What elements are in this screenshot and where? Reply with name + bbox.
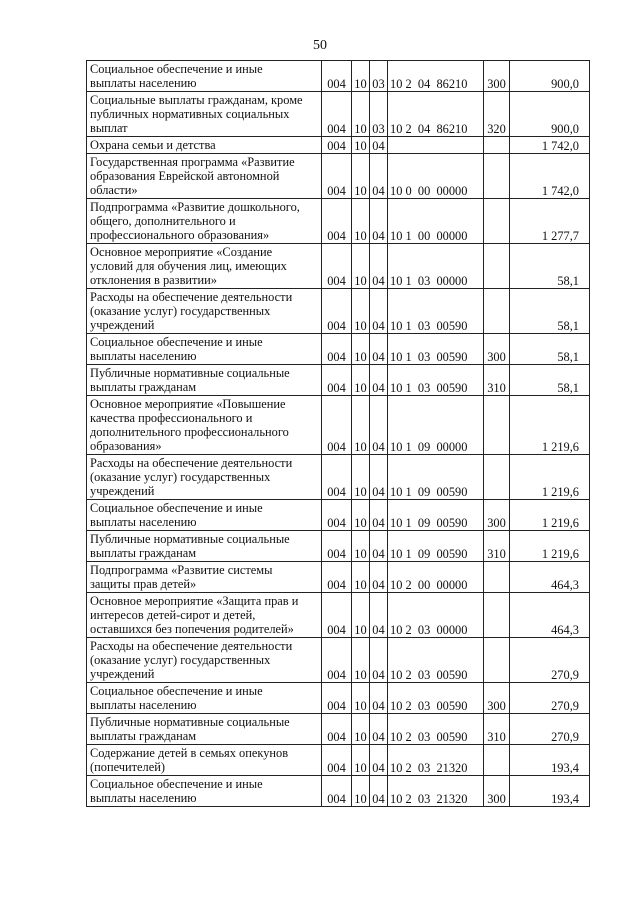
row-vr-code: 310 bbox=[484, 714, 510, 745]
table-row bbox=[87, 92, 590, 137]
row-ved-code: 004 bbox=[322, 638, 352, 683]
row-rz-code: 10 bbox=[352, 745, 370, 776]
row-name: Социальные выплаты гражданам, кроме публичных нормативных социальных выплат bbox=[87, 92, 322, 137]
row-sum: 58,1 bbox=[510, 334, 590, 365]
row-vr-code: 300 bbox=[484, 776, 510, 807]
table-row bbox=[87, 289, 590, 334]
row-csr-code: 10 2 00 00000 bbox=[388, 562, 484, 593]
row-pr-code: 04 bbox=[370, 745, 388, 776]
row-pr-code: 04 bbox=[370, 500, 388, 531]
row-csr-code: 10 1 00 00000 bbox=[388, 199, 484, 244]
row-pr-code: 03 bbox=[370, 92, 388, 137]
row-ved-code: 004 bbox=[322, 61, 352, 92]
row-sum: 1 742,0 bbox=[510, 154, 590, 199]
row-sum: 1 742,0 bbox=[510, 137, 590, 154]
row-pr-code: 04 bbox=[370, 365, 388, 396]
row-ved-code: 004 bbox=[322, 455, 352, 500]
row-rz-code: 10 bbox=[352, 776, 370, 807]
row-pr-code: 04 bbox=[370, 199, 388, 244]
row-name: Расходы на обеспечение деятельности (оказание услуг) государственных учреждений bbox=[87, 289, 322, 334]
row-vr-code: 300 bbox=[484, 683, 510, 714]
row-ved-code: 004 bbox=[322, 531, 352, 562]
row-rz-code: 10 bbox=[352, 199, 370, 244]
row-rz-code: 10 bbox=[352, 455, 370, 500]
row-csr-code: 10 1 03 00590 bbox=[388, 289, 484, 334]
row-name: Социальное обеспечение и иные выплаты населению bbox=[87, 683, 322, 714]
row-vr-code bbox=[484, 455, 510, 500]
row-name: Социальное обеспечение и иные выплаты населению bbox=[87, 500, 322, 531]
row-vr-code bbox=[484, 199, 510, 244]
row-rz-code: 10 bbox=[352, 154, 370, 199]
row-vr-code: 310 bbox=[484, 531, 510, 562]
row-vr-code bbox=[484, 244, 510, 289]
row-rz-code: 10 bbox=[352, 137, 370, 154]
row-vr-code: 300 bbox=[484, 61, 510, 92]
row-sum: 464,3 bbox=[510, 593, 590, 638]
row-csr-code: 10 1 03 00590 bbox=[388, 365, 484, 396]
row-name: Публичные нормативные социальные выплаты гражданам bbox=[87, 531, 322, 562]
row-sum: 270,9 bbox=[510, 714, 590, 745]
row-vr-code bbox=[484, 562, 510, 593]
row-name: Основное мероприятие «Защита прав и интересов детей-сирот и детей, оставшихся без попечения родителей» bbox=[87, 593, 322, 638]
row-csr-code: 10 2 03 21320 bbox=[388, 776, 484, 807]
row-name: Подпрограмма «Развитие системы защиты прав детей» bbox=[87, 562, 322, 593]
table-row bbox=[87, 455, 590, 500]
row-ved-code: 004 bbox=[322, 137, 352, 154]
row-name: Расходы на обеспечение деятельности (оказание услуг) государственных учреждений bbox=[87, 638, 322, 683]
row-name: Публичные нормативные социальные выплаты гражданам bbox=[87, 714, 322, 745]
row-name: Содержание детей в семьях опекунов (попечителей) bbox=[87, 745, 322, 776]
row-pr-code: 04 bbox=[370, 289, 388, 334]
row-csr-code: 10 2 03 00590 bbox=[388, 714, 484, 745]
row-ved-code: 004 bbox=[322, 396, 352, 455]
row-sum: 900,0 bbox=[510, 92, 590, 137]
row-pr-code: 03 bbox=[370, 61, 388, 92]
row-rz-code: 10 bbox=[352, 683, 370, 714]
row-rz-code: 10 bbox=[352, 593, 370, 638]
row-name: Основное мероприятие «Повышение качества профессионального и дополнительного профессионального образования» bbox=[87, 396, 322, 455]
row-csr-code: 10 1 09 00590 bbox=[388, 500, 484, 531]
row-rz-code: 10 bbox=[352, 365, 370, 396]
row-name: Социальное обеспечение и иные выплаты населению bbox=[87, 776, 322, 807]
table-row bbox=[87, 396, 590, 455]
row-ved-code: 004 bbox=[322, 714, 352, 745]
table-row bbox=[87, 244, 590, 289]
row-sum: 193,4 bbox=[510, 745, 590, 776]
row-ved-code: 004 bbox=[322, 199, 352, 244]
row-vr-code: 300 bbox=[484, 500, 510, 531]
table-row bbox=[87, 638, 590, 683]
row-csr-code: 10 1 03 00590 bbox=[388, 334, 484, 365]
row-rz-code: 10 bbox=[352, 61, 370, 92]
table-row bbox=[87, 61, 590, 92]
row-ved-code: 004 bbox=[322, 593, 352, 638]
row-sum: 193,4 bbox=[510, 776, 590, 807]
row-sum: 1 219,6 bbox=[510, 531, 590, 562]
row-pr-code: 04 bbox=[370, 334, 388, 365]
row-pr-code: 04 bbox=[370, 396, 388, 455]
row-vr-code bbox=[484, 745, 510, 776]
row-vr-code bbox=[484, 289, 510, 334]
row-ved-code: 004 bbox=[322, 334, 352, 365]
table-row bbox=[87, 714, 590, 745]
table-row bbox=[87, 334, 590, 365]
row-name: Социальное обеспечение и иные выплаты населению bbox=[87, 334, 322, 365]
row-sum: 1 219,6 bbox=[510, 500, 590, 531]
row-pr-code: 04 bbox=[370, 154, 388, 199]
row-sum: 900,0 bbox=[510, 61, 590, 92]
row-name: Подпрограмма «Развитие дошкольного, общего, дополнительного и профессионального образования» bbox=[87, 199, 322, 244]
row-ved-code: 004 bbox=[322, 745, 352, 776]
row-csr-code: 10 2 04 86210 bbox=[388, 61, 484, 92]
row-pr-code: 04 bbox=[370, 562, 388, 593]
row-rz-code: 10 bbox=[352, 562, 370, 593]
row-ved-code: 004 bbox=[322, 154, 352, 199]
row-pr-code: 04 bbox=[370, 455, 388, 500]
row-vr-code bbox=[484, 593, 510, 638]
table-row bbox=[87, 531, 590, 562]
row-vr-code: 310 bbox=[484, 365, 510, 396]
row-sum: 270,9 bbox=[510, 638, 590, 683]
budget-table-body bbox=[87, 61, 590, 807]
row-name: Государственная программа «Развитие образования Еврейской автономной области» bbox=[87, 154, 322, 199]
row-pr-code: 04 bbox=[370, 244, 388, 289]
row-sum: 270,9 bbox=[510, 683, 590, 714]
row-pr-code: 04 bbox=[370, 683, 388, 714]
row-pr-code: 04 bbox=[370, 776, 388, 807]
row-ved-code: 004 bbox=[322, 289, 352, 334]
row-rz-code: 10 bbox=[352, 531, 370, 562]
row-name: Основное мероприятие «Создание условий для обучения лиц, имеющих отклонения в развитии» bbox=[87, 244, 322, 289]
row-rz-code: 10 bbox=[352, 92, 370, 137]
table-row bbox=[87, 562, 590, 593]
row-pr-code: 04 bbox=[370, 638, 388, 683]
row-vr-code bbox=[484, 396, 510, 455]
row-csr-code: 10 2 03 00000 bbox=[388, 593, 484, 638]
row-vr-code bbox=[484, 638, 510, 683]
row-csr-code: 10 1 09 00590 bbox=[388, 531, 484, 562]
row-sum: 58,1 bbox=[510, 244, 590, 289]
row-ved-code: 004 bbox=[322, 365, 352, 396]
table-row bbox=[87, 683, 590, 714]
row-sum: 58,1 bbox=[510, 365, 590, 396]
row-rz-code: 10 bbox=[352, 500, 370, 531]
row-ved-code: 004 bbox=[322, 92, 352, 137]
row-csr-code: 10 0 00 00000 bbox=[388, 154, 484, 199]
row-sum: 58,1 bbox=[510, 289, 590, 334]
row-name: Расходы на обеспечение деятельности (оказание услуг) государственных учреждений bbox=[87, 455, 322, 500]
budget-table bbox=[86, 60, 590, 807]
row-vr-code bbox=[484, 137, 510, 154]
row-vr-code: 300 bbox=[484, 334, 510, 365]
row-rz-code: 10 bbox=[352, 638, 370, 683]
row-pr-code: 04 bbox=[370, 531, 388, 562]
row-vr-code: 320 bbox=[484, 92, 510, 137]
row-sum: 1 219,6 bbox=[510, 396, 590, 455]
table-row bbox=[87, 776, 590, 807]
row-sum: 1 219,6 bbox=[510, 455, 590, 500]
table-row bbox=[87, 137, 590, 154]
row-csr-code: 10 1 09 00590 bbox=[388, 455, 484, 500]
row-pr-code: 04 bbox=[370, 714, 388, 745]
row-csr-code: 10 2 03 21320 bbox=[388, 745, 484, 776]
row-rz-code: 10 bbox=[352, 714, 370, 745]
row-rz-code: 10 bbox=[352, 289, 370, 334]
row-rz-code: 10 bbox=[352, 396, 370, 455]
page-number: 50 bbox=[313, 38, 327, 53]
row-sum: 1 277,7 bbox=[510, 199, 590, 244]
row-name: Охрана семьи и детства bbox=[87, 137, 322, 154]
row-ved-code: 004 bbox=[322, 776, 352, 807]
row-name: Публичные нормативные социальные выплаты гражданам bbox=[87, 365, 322, 396]
row-csr-code: 10 2 03 00590 bbox=[388, 638, 484, 683]
row-rz-code: 10 bbox=[352, 334, 370, 365]
table-row bbox=[87, 365, 590, 396]
row-name: Социальное обеспечение и иные выплаты населению bbox=[87, 61, 322, 92]
row-csr-code: 10 2 03 00590 bbox=[388, 683, 484, 714]
row-csr-code bbox=[388, 137, 484, 154]
table-row bbox=[87, 593, 590, 638]
row-csr-code: 10 1 09 00000 bbox=[388, 396, 484, 455]
row-sum: 464,3 bbox=[510, 562, 590, 593]
row-csr-code: 10 1 03 00000 bbox=[388, 244, 484, 289]
table-row bbox=[87, 154, 590, 199]
row-pr-code: 04 bbox=[370, 593, 388, 638]
row-rz-code: 10 bbox=[352, 244, 370, 289]
row-ved-code: 004 bbox=[322, 500, 352, 531]
row-ved-code: 004 bbox=[322, 244, 352, 289]
row-vr-code bbox=[484, 154, 510, 199]
table-row bbox=[87, 745, 590, 776]
row-pr-code: 04 bbox=[370, 137, 388, 154]
table-row bbox=[87, 500, 590, 531]
row-ved-code: 004 bbox=[322, 562, 352, 593]
table-row bbox=[87, 199, 590, 244]
row-csr-code: 10 2 04 86210 bbox=[388, 92, 484, 137]
row-ved-code: 004 bbox=[322, 683, 352, 714]
